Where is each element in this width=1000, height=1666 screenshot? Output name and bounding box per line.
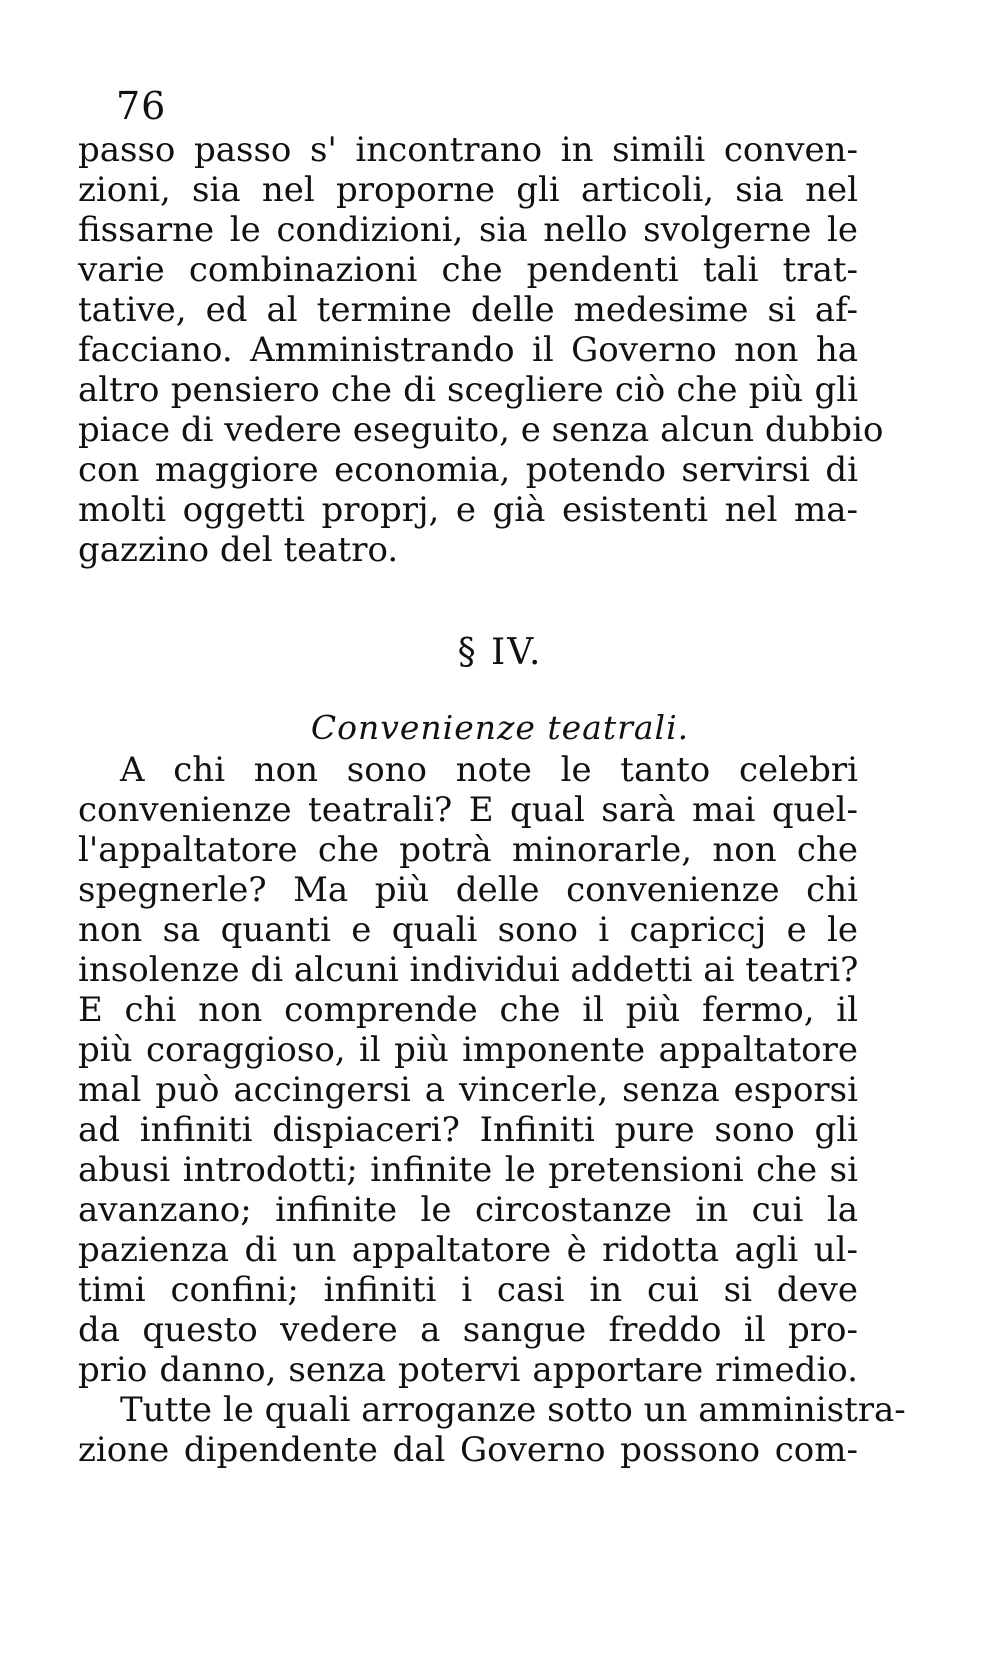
section-subtitle: Convenienze teatrali.: [310, 708, 690, 747]
text-line: E chi non comprende che il più fermo, il: [78, 990, 858, 1030]
text-line: avanzano; infinite le circostanze in cui la: [78, 1190, 858, 1230]
text-line: piace di vedere eseguito, e senza alcun dubbio: [78, 410, 884, 450]
text-line: spegnerle? Ma più delle convenienze chi: [78, 870, 858, 910]
text-line: con maggiore economia, potendo servirsi di: [78, 450, 858, 490]
text-line: A chi non sono note le tanto celebri: [120, 750, 858, 790]
text-line: zione dipendente dal Governo possono com-: [78, 1430, 858, 1470]
text-line: prio danno, senza potervi apportare rimedio.: [78, 1350, 858, 1390]
text-line: pazienza di un appaltatore è ridotta agli ul-: [78, 1230, 858, 1270]
text-line: zioni, sia nel proporne gli articoli, sia nel: [78, 170, 858, 210]
text-line: Tutte le quali arroganze sotto un amministra-: [120, 1390, 906, 1430]
text-line: varie combinazioni che pendenti tali trat-: [78, 250, 858, 290]
text-line: tative, ed al termine delle medesime si af-: [78, 290, 858, 330]
text-line: abusi introdotti; infinite le pretensioni che si: [78, 1150, 858, 1190]
section-heading: § IV.: [457, 632, 543, 673]
text-line: passo passo s' incontrano in simili conven-: [78, 130, 858, 170]
text-line: mal può accingersi a vincerle, senza esporsi: [78, 1070, 858, 1110]
text-line: insolenze di alcuni individui addetti ai teatri?: [78, 950, 859, 990]
text-line: l'appaltatore che potrà minorarle, non che: [78, 830, 858, 870]
text-line: più coraggioso, il più imponente appaltatore: [78, 1030, 858, 1070]
text-line: gazzino del teatro.: [78, 530, 399, 570]
text-line: non sa quanti e quali sono i capriccj e le: [78, 910, 858, 950]
text-line: ad infiniti dispiaceri? Infiniti pure sono gli: [78, 1110, 858, 1150]
page-number: 76: [116, 84, 167, 128]
text-line: timi confini; infiniti i casi in cui si deve: [78, 1270, 858, 1310]
text-line: facciano. Amministrando il Governo non ha: [78, 330, 858, 370]
text-line: molti oggetti proprj, e già esistenti nel ma-: [78, 490, 858, 530]
text-line: da questo vedere a sangue freddo il pro-: [78, 1310, 858, 1350]
text-line: convenienze teatrali? E qual sarà mai quel-: [78, 790, 858, 830]
text-line: fissarne le condizioni, sia nello svolgerne le: [78, 210, 858, 250]
text-line: altro pensiero che di scegliere ciò che più gli: [78, 370, 858, 410]
